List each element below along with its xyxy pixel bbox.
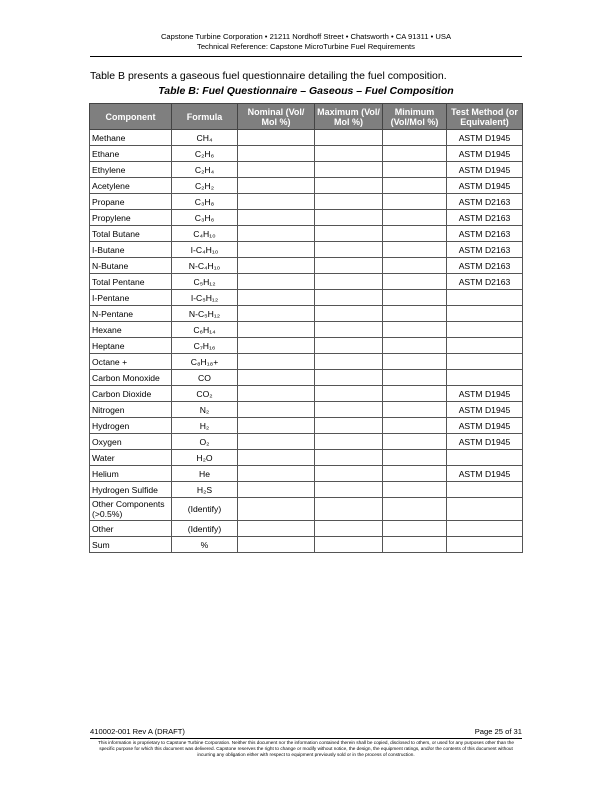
nominal-cell — [238, 242, 315, 258]
formula-cell: C₂H₂ — [172, 178, 238, 194]
component-cell: Oxygen — [90, 434, 172, 450]
test-method-cell: ASTM D2163 — [447, 258, 523, 274]
minimum-cell — [383, 402, 447, 418]
test-method-cell: ASTM D2163 — [447, 210, 523, 226]
nominal-cell — [238, 274, 315, 290]
component-cell: Hexane — [90, 322, 172, 338]
formula-cell: N-C₅H₁₂ — [172, 306, 238, 322]
test-method-cell: ASTM D1945 — [447, 146, 523, 162]
minimum-cell — [383, 306, 447, 322]
formula-cell: C₅H₁₂ — [172, 274, 238, 290]
test-method-cell: ASTM D1945 — [447, 130, 523, 146]
component-cell: Total Pentane — [90, 274, 172, 290]
table-row — [90, 402, 523, 418]
minimum-cell — [383, 242, 447, 258]
nominal-cell — [238, 370, 315, 386]
test-method-cell — [447, 450, 523, 466]
maximum-cell — [315, 466, 383, 482]
table-header-row — [90, 104, 523, 130]
minimum-cell — [383, 338, 447, 354]
formula-cell: I-C₅H₁₂ — [172, 290, 238, 306]
minimum-cell — [383, 537, 447, 553]
maximum-cell — [315, 482, 383, 498]
technical-reference-line: Technical Reference: Capstone MicroTurbine Fuel Requirements — [197, 42, 415, 51]
maximum-cell — [315, 354, 383, 370]
table-row — [90, 370, 523, 386]
table-row — [90, 274, 523, 290]
nominal-cell — [238, 210, 315, 226]
table-row — [90, 194, 523, 210]
test-method-cell — [447, 290, 523, 306]
maximum-cell — [315, 130, 383, 146]
component-cell: Sum — [90, 537, 172, 553]
header-minimum: Minimum (Vol/Mol %) — [383, 104, 447, 130]
test-method-cell — [447, 370, 523, 386]
minimum-cell — [383, 386, 447, 402]
test-method-cell — [447, 322, 523, 338]
minimum-cell — [383, 521, 447, 537]
nominal-cell — [238, 226, 315, 242]
test-method-cell: ASTM D1945 — [447, 178, 523, 194]
component-cell: Hydrogen — [90, 418, 172, 434]
table-row — [90, 258, 523, 274]
maximum-cell — [315, 290, 383, 306]
nominal-cell — [238, 354, 315, 370]
component-cell: Nitrogen — [90, 402, 172, 418]
maximum-cell — [315, 162, 383, 178]
component-cell: Propane — [90, 194, 172, 210]
table-row — [90, 306, 523, 322]
test-method-cell — [447, 354, 523, 370]
minimum-cell — [383, 370, 447, 386]
maximum-cell — [315, 521, 383, 537]
maximum-cell — [315, 178, 383, 194]
formula-cell: N-C₄H₁₀ — [172, 258, 238, 274]
formula-cell: C₂H₄ — [172, 162, 238, 178]
maximum-cell — [315, 274, 383, 290]
nominal-cell — [238, 434, 315, 450]
nominal-cell — [238, 466, 315, 482]
intro-paragraph: Table B presents a gaseous fuel questionnaire detailing the fuel composition. — [90, 70, 447, 82]
table-row — [90, 482, 523, 498]
table-row — [90, 162, 523, 178]
table-caption: Table B: Fuel Questionnaire – Gaseous – Fuel Composition — [158, 85, 454, 97]
component-cell: I-Butane — [90, 242, 172, 258]
table-row — [90, 242, 523, 258]
table-row — [90, 226, 523, 242]
formula-cell: H₂S — [172, 482, 238, 498]
table-row — [90, 178, 523, 194]
nominal-cell — [238, 178, 315, 194]
minimum-cell — [383, 498, 447, 521]
nominal-cell — [238, 386, 315, 402]
maximum-cell — [315, 450, 383, 466]
test-method-cell — [447, 537, 523, 553]
nominal-cell — [238, 146, 315, 162]
component-cell: Other Components (>0.5%) — [90, 498, 172, 521]
header-formula: Formula — [172, 104, 238, 130]
header-rule — [90, 56, 522, 57]
test-method-cell: ASTM D2163 — [447, 274, 523, 290]
table-row — [90, 466, 523, 482]
test-method-cell: ASTM D2163 — [447, 242, 523, 258]
header-test-method: Test Method (or Equivalent) — [447, 104, 523, 130]
component-cell: N-Butane — [90, 258, 172, 274]
formula-cell: CO₂ — [172, 386, 238, 402]
formula-cell: (Identify) — [172, 521, 238, 537]
formula-cell: C₄H₁₀ — [172, 226, 238, 242]
formula-cell: C₂H₆ — [172, 146, 238, 162]
formula-cell: H₂O — [172, 450, 238, 466]
minimum-cell — [383, 466, 447, 482]
component-cell: Ethane — [90, 146, 172, 162]
table-row — [90, 354, 523, 370]
component-cell: Propylene — [90, 210, 172, 226]
test-method-cell: ASTM D2163 — [447, 194, 523, 210]
page-number: Page 25 of 31 — [474, 727, 522, 736]
formula-cell: C₆H₁₄ — [172, 322, 238, 338]
formula-cell: CO — [172, 370, 238, 386]
minimum-cell — [383, 178, 447, 194]
formula-cell: % — [172, 537, 238, 553]
maximum-cell — [315, 226, 383, 242]
component-cell: N-Pentane — [90, 306, 172, 322]
component-cell: Ethylene — [90, 162, 172, 178]
component-cell: Helium — [90, 466, 172, 482]
table-row — [90, 210, 523, 226]
page-header — [0, 32, 612, 52]
footer-rule — [90, 738, 522, 739]
table-row — [90, 386, 523, 402]
formula-cell: (Identify) — [172, 498, 238, 521]
nominal-cell — [238, 194, 315, 210]
formula-cell: C₃H₆ — [172, 210, 238, 226]
formula-cell: C₃H₈ — [172, 194, 238, 210]
minimum-cell — [383, 210, 447, 226]
maximum-cell — [315, 418, 383, 434]
component-cell: Acetylene — [90, 178, 172, 194]
nominal-cell — [238, 402, 315, 418]
table-row — [90, 498, 523, 521]
minimum-cell — [383, 434, 447, 450]
minimum-cell — [383, 274, 447, 290]
maximum-cell — [315, 194, 383, 210]
table-row — [90, 418, 523, 434]
component-cell: Other — [90, 521, 172, 537]
minimum-cell — [383, 130, 447, 146]
test-method-cell: ASTM D1945 — [447, 466, 523, 482]
component-cell: Carbon Monoxide — [90, 370, 172, 386]
formula-cell: N₂ — [172, 402, 238, 418]
nominal-cell — [238, 418, 315, 434]
maximum-cell — [315, 434, 383, 450]
component-cell: Carbon Dioxide — [90, 386, 172, 402]
maximum-cell — [315, 386, 383, 402]
maximum-cell — [315, 322, 383, 338]
table-row — [90, 521, 523, 537]
nominal-cell — [238, 258, 315, 274]
test-method-cell — [447, 338, 523, 354]
maximum-cell — [315, 146, 383, 162]
nominal-cell — [238, 162, 315, 178]
table-row — [90, 146, 523, 162]
formula-cell: C₇H₁₆ — [172, 338, 238, 354]
minimum-cell — [383, 418, 447, 434]
component-cell: Heptane — [90, 338, 172, 354]
table-row — [90, 450, 523, 466]
nominal-cell — [238, 130, 315, 146]
formula-cell: C₈H₁₈+ — [172, 354, 238, 370]
component-cell: Methane — [90, 130, 172, 146]
maximum-cell — [315, 370, 383, 386]
component-cell: Octane + — [90, 354, 172, 370]
table-row — [90, 322, 523, 338]
nominal-cell — [238, 306, 315, 322]
test-method-cell: ASTM D1945 — [447, 434, 523, 450]
table-row — [90, 338, 523, 354]
minimum-cell — [383, 162, 447, 178]
test-method-cell: ASTM D1945 — [447, 402, 523, 418]
test-method-cell — [447, 521, 523, 537]
maximum-cell — [315, 306, 383, 322]
nominal-cell — [238, 290, 315, 306]
maximum-cell — [315, 537, 383, 553]
component-cell: Hydrogen Sulfide — [90, 482, 172, 498]
nominal-cell — [238, 521, 315, 537]
table-row — [90, 130, 523, 146]
maximum-cell — [315, 402, 383, 418]
nominal-cell — [238, 450, 315, 466]
test-method-cell — [447, 498, 523, 521]
minimum-cell — [383, 354, 447, 370]
minimum-cell — [383, 322, 447, 338]
maximum-cell — [315, 242, 383, 258]
test-method-cell — [447, 482, 523, 498]
maximum-cell — [315, 258, 383, 274]
formula-cell: He — [172, 466, 238, 482]
document-number: 410002-001 Rev A (DRAFT) — [90, 727, 185, 736]
component-cell: Water — [90, 450, 172, 466]
minimum-cell — [383, 146, 447, 162]
test-method-cell — [447, 306, 523, 322]
table-row — [90, 434, 523, 450]
minimum-cell — [383, 226, 447, 242]
nominal-cell — [238, 482, 315, 498]
proprietary-notice: This information is proprietary to Capstone Turbine Corporation. Neither this document nor the information contained therein shall be copied, disclosed to others, or used for any purposes other than the specific purpose for which this document was delivered. Capstone reserves the right to change or modify without notice, the design, the equipment ratings, and/or the contents of this document without incurring any obligation either with respect to equipment previously sold or in the process of construction. — [98, 740, 514, 758]
minimum-cell — [383, 258, 447, 274]
component-cell: I-Pentane — [90, 290, 172, 306]
test-method-cell: ASTM D1945 — [447, 162, 523, 178]
fuel-composition-table — [89, 103, 523, 553]
company-address-line: Capstone Turbine Corporation • 21211 Nordhoff Street • Chatsworth • CA 91311 • USA — [160, 32, 452, 41]
test-method-cell: ASTM D2163 — [447, 226, 523, 242]
maximum-cell — [315, 338, 383, 354]
minimum-cell — [383, 482, 447, 498]
component-cell: Total Butane — [90, 226, 172, 242]
header-maximum: Maximum (Vol/ Mol %) — [315, 104, 383, 130]
nominal-cell — [238, 322, 315, 338]
minimum-cell — [383, 194, 447, 210]
nominal-cell — [238, 338, 315, 354]
formula-cell: H₂ — [172, 418, 238, 434]
header-nominal: Nominal (Vol/ Mol %) — [238, 104, 315, 130]
table-row — [90, 290, 523, 306]
header-component: Component — [90, 104, 172, 130]
minimum-cell — [383, 450, 447, 466]
formula-cell: I-C₄H₁₀ — [172, 242, 238, 258]
maximum-cell — [315, 210, 383, 226]
page-footer — [90, 727, 522, 759]
minimum-cell — [383, 290, 447, 306]
test-method-cell: ASTM D1945 — [447, 386, 523, 402]
table-row — [90, 537, 523, 553]
nominal-cell — [238, 498, 315, 521]
maximum-cell — [315, 498, 383, 521]
nominal-cell — [238, 537, 315, 553]
formula-cell: CH₄ — [172, 130, 238, 146]
formula-cell: O₂ — [172, 434, 238, 450]
test-method-cell: ASTM D1945 — [447, 418, 523, 434]
